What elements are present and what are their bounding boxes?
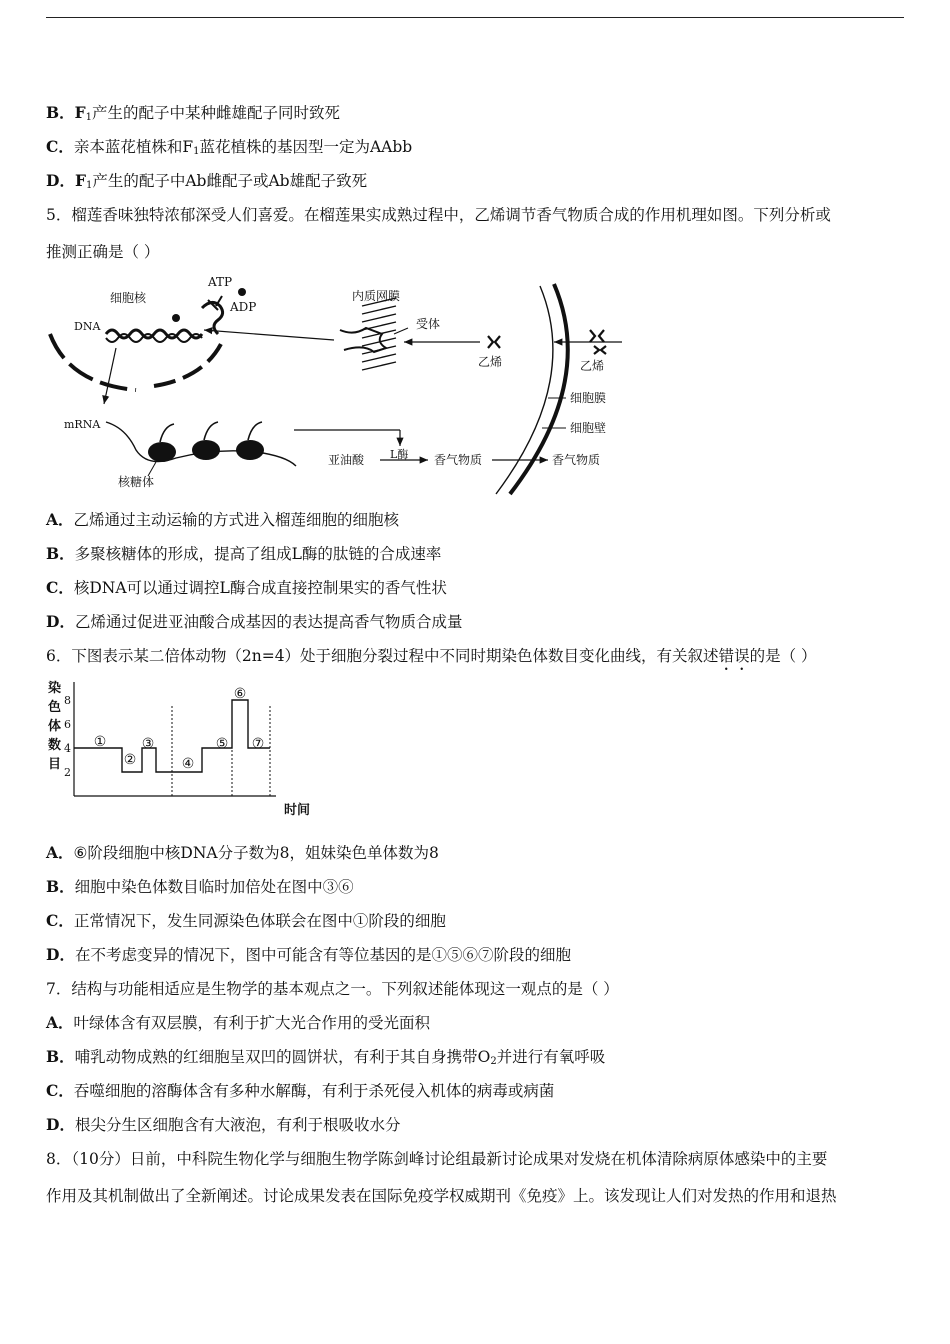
nuclear-envelope-right bbox=[154, 342, 222, 386]
ethylene-inner-label: 乙烯 bbox=[478, 355, 503, 369]
ethylene-outer-label: 乙烯 bbox=[580, 359, 605, 373]
q5-option-a: A．乙烯通过主动运输的方式进入榴莲细胞的细胞核 bbox=[46, 510, 400, 529]
chart-ylabel-char: 体 bbox=[48, 719, 62, 734]
linoleic-label: 亚油酸 bbox=[328, 453, 365, 467]
chart-xlabel: 时间 bbox=[284, 803, 311, 818]
q6-option-c: C．正常情况下，发生同源染色体联会在图中①阶段的细胞 bbox=[46, 911, 446, 930]
q8-line1: 8．（10分）日前，中科院生物化学与细胞生物学陈剑峰讨论组最新讨论成果对发烧在机体清除病原体感染中的主要 bbox=[46, 1150, 828, 1168]
chart-ytick-label: 4 bbox=[64, 742, 71, 755]
er-membrane bbox=[362, 298, 396, 370]
dna-label: DNA bbox=[74, 320, 101, 333]
receptor-shape bbox=[340, 328, 386, 352]
receptor-label: 受体 bbox=[416, 317, 441, 331]
chart-stage-label: ③ bbox=[141, 736, 155, 752]
phosphate-dot-left bbox=[172, 314, 180, 322]
chart-ylabel-char: 染 bbox=[48, 681, 62, 696]
header-rule bbox=[46, 17, 904, 18]
er-label: 内质网膜 bbox=[352, 289, 401, 303]
chart-stage-label: ④ bbox=[181, 756, 195, 772]
membrane-label: 细胞膜 bbox=[570, 391, 607, 405]
q5-ethylene-diagram bbox=[44, 272, 624, 496]
mrna-label: mRNA bbox=[64, 418, 101, 431]
q6-chromosome-chart bbox=[44, 678, 334, 826]
ethylene-icon-inner bbox=[488, 336, 500, 348]
nuclear-envelope bbox=[50, 334, 136, 390]
nucleus-label: 细胞核 bbox=[110, 291, 147, 305]
q6-option-b: B．细胞中染色体数目临时加倍处在图中③⑥ bbox=[46, 877, 354, 896]
atp-label: ATP bbox=[208, 275, 233, 289]
q5-option-d: D．乙烯通过促进亚油酸合成基因的表达提高香气物质合成量 bbox=[46, 612, 463, 631]
chart-stage-label: ⑦ bbox=[251, 736, 265, 752]
q6-option-a: A．⑥阶段细胞中核DNA分子数为8，姐妹染色单体数为8 bbox=[46, 843, 439, 862]
l-enzyme-label: L酶 bbox=[390, 448, 409, 461]
aroma-inner-label: 香气物质 bbox=[434, 453, 483, 467]
chart-stage-label: ⑤ bbox=[215, 736, 229, 752]
q5-stem-line1: 5．榴莲香味独特浓郁深受人们喜爱。在榴莲果实成熟过程中，乙烯调节香气物质合成的作用机理如图。下列分析或 bbox=[46, 206, 831, 224]
cell-membrane bbox=[496, 286, 553, 494]
q4-option-b: B．$F_1$产生的配子中某种雌雄配子同时致死 bbox=[46, 103, 341, 123]
q5-option-b: B．多聚核糖体的形成，提高了组成L酶的肽链的合成速率 bbox=[46, 544, 442, 563]
ribosome-label: 核糖体 bbox=[118, 475, 155, 489]
chart-ytick-label: 2 bbox=[64, 766, 71, 779]
chart-ylabel-char: 数 bbox=[48, 738, 62, 753]
chart-ytick-label: 6 bbox=[64, 718, 71, 731]
wall-label: 细胞壁 bbox=[570, 421, 607, 435]
q6-stem: 6．下图表示某二倍体动物（2n=4）处于细胞分裂过程中不同时期染色体数目变化曲线，有关叙述错误的是（ ） bbox=[46, 647, 817, 665]
q5-stem-line2: 推测正确是（ ） bbox=[46, 243, 160, 261]
aroma-outer-label: 香气物质 bbox=[552, 453, 601, 467]
chart-ylabel-char: 目 bbox=[48, 757, 62, 772]
adp-label: ADP bbox=[230, 300, 257, 314]
atp-adp-protein bbox=[202, 302, 223, 334]
phosphate-dot-right bbox=[238, 288, 246, 296]
chart-ytick-label: 8 bbox=[64, 694, 71, 707]
q6-option-d: D．在不考虑变异的情况下，图中可能含有等位基因的是①⑤⑥⑦阶段的细胞 bbox=[46, 945, 571, 964]
chart-stage-label: ⑥ bbox=[233, 686, 247, 702]
q7-stem: 7．结构与功能相适应是生物学的基本观点之一。下列叙述能体现这一观点的是（ ） bbox=[46, 980, 619, 998]
q7-option-d: D．根尖分生区细胞含有大液泡，有利于根吸收水分 bbox=[46, 1115, 401, 1134]
ribosomes bbox=[148, 440, 264, 462]
q7-option-c: C．吞噬细胞的溶酶体含有多种水解酶，有利于杀死侵入机体的病毒或病菌 bbox=[46, 1081, 555, 1100]
q4-option-c: C．亲本蓝花植株和$F_1$蓝花植株的基因型一定为AAbb bbox=[46, 137, 413, 157]
q4-option-d: D．$F_1$产生的配子中Ab雌配子或Ab雄配子致死 bbox=[46, 171, 368, 191]
chart-ylabel-char: 色 bbox=[48, 700, 62, 715]
q7-option-b: B．哺乳动物成熟的红细胞呈双凹的圆饼状，有利于其自身携带$O_2$并进行有氧呼吸 bbox=[46, 1047, 606, 1067]
chart-stage-label: ① bbox=[93, 734, 107, 750]
q5-option-c: C．核DNA可以通过调控L酶合成直接控制果实的香气性状 bbox=[46, 578, 447, 597]
chart-stage-label: ② bbox=[123, 752, 137, 768]
q7-option-a: A．叶绿体含有双层膜，有利于扩大光合作用的受光面积 bbox=[46, 1013, 431, 1032]
q8-line2: 作用及其机制做出了全新阐述。讨论成果发表在国际免疫学权威期刊《免疫》上。该发现让人们对发热的作用和退热 bbox=[46, 1187, 837, 1205]
